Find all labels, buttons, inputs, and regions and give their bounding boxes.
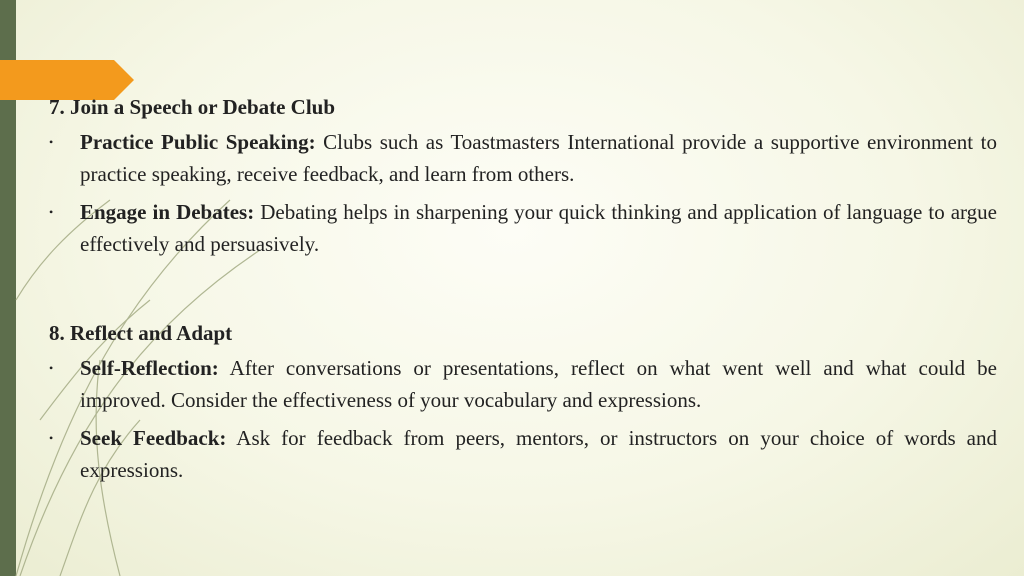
slide-content [49, 92, 997, 492]
bullet-icon: • [49, 135, 54, 149]
item-text: After conversations or presentations, reflect on what went well and what could be improved. Consider the effectiveness of your vocabulary and expressions. [80, 356, 997, 412]
item-term: Self-Reflection: [80, 356, 219, 380]
bullet-icon: • [49, 361, 54, 375]
item-text: Ask for feedback from peers, mentors, or instructors on your choice of words and expressions. [80, 426, 998, 482]
item-term: Engage in Debates: [80, 200, 255, 224]
bullet-icon: • [49, 205, 54, 219]
list-item [49, 126, 997, 190]
section-heading-reflect: 8. Reflect and Adapt [49, 321, 233, 345]
list-item [49, 196, 997, 260]
item-text: Debating helps in sharpening your quick thinking and application of language to argue effectively and persuasively. [80, 200, 997, 256]
section-heading-club: 7. Join a Speech or Debate Club [49, 95, 336, 119]
item-term: Seek Feedback: [80, 426, 227, 450]
list-item [49, 352, 997, 416]
list-item [49, 422, 997, 486]
bullet-icon: • [49, 431, 54, 445]
item-term: Practice Public Speaking: [80, 130, 316, 154]
item-text: Clubs such as Toastmasters International provide a supportive environment to practice speaking, receive feedback, and learn from others. [80, 130, 997, 186]
